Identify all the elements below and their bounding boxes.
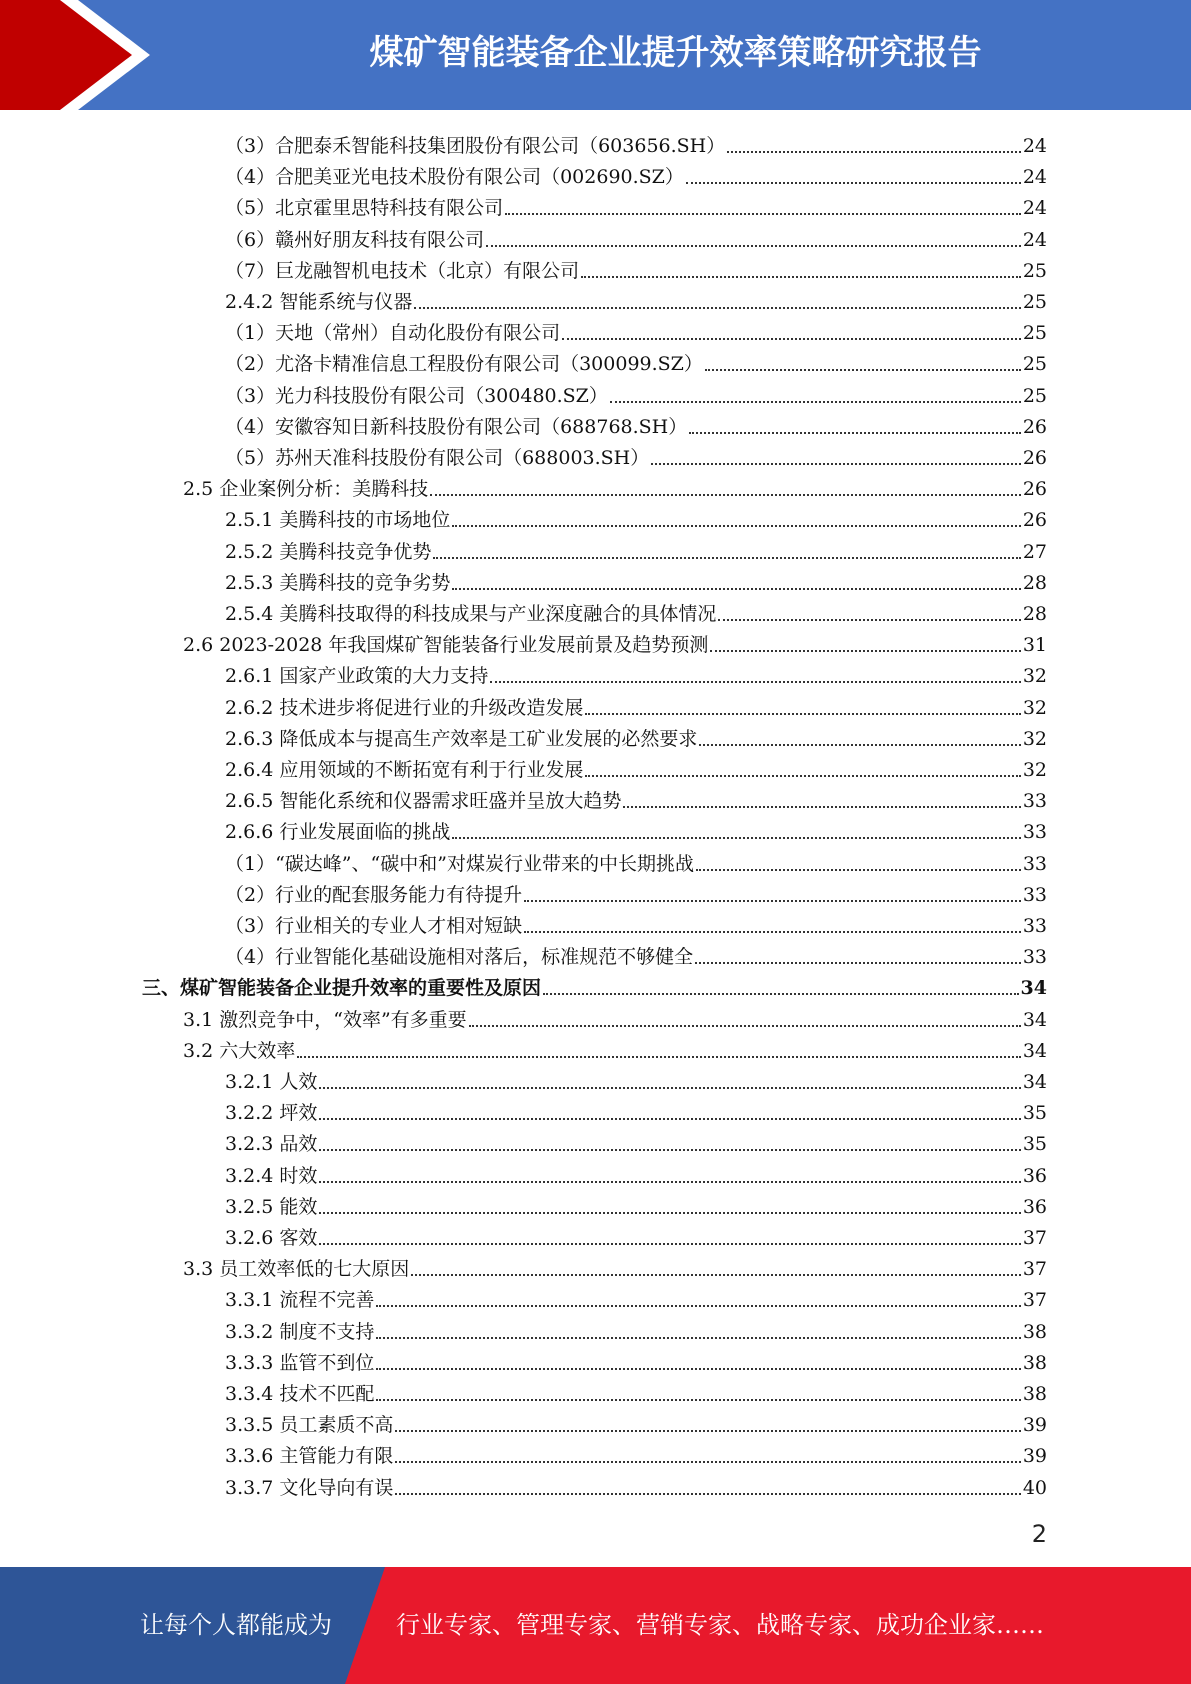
toc-entry-title: 3.2.1 人效 xyxy=(225,1071,318,1093)
toc-entry[interactable] xyxy=(225,876,1047,907)
toc-entry[interactable] xyxy=(225,533,1047,564)
toc-entry[interactable] xyxy=(225,1063,1047,1094)
toc-entry[interactable] xyxy=(225,345,1047,376)
toc-entry[interactable] xyxy=(225,1469,1047,1500)
footer-banner xyxy=(0,1567,1191,1684)
toc-entry-page: 36 xyxy=(1022,1164,1047,1187)
toc-entry-title: 2.6.4 应用领域的不断拓宽有利于行业发展 xyxy=(225,759,584,781)
toc-entry[interactable] xyxy=(225,1219,1047,1250)
toc-entry-title: （5）苏州天准科技股份有限公司（688003.SH） xyxy=(225,447,650,469)
toc-dot-leader xyxy=(727,151,1021,153)
toc-entry-page: 26 xyxy=(1022,478,1047,501)
toc-dot-leader xyxy=(718,619,1020,621)
toc-entry-page: 37 xyxy=(1022,1258,1047,1281)
toc-entry-title: 三、煤矿智能装备企业提升效率的重要性及原因 xyxy=(142,977,542,1000)
toc-entry-title: 2.6 2023-2028 年我国煤矿智能装备行业发展前景及趋势预测 xyxy=(183,634,709,657)
toc-entry-page: 24 xyxy=(1022,166,1047,189)
toc-dot-leader xyxy=(524,900,1021,902)
toc-entry-page: 24 xyxy=(1022,197,1047,220)
toc-entry-title: 2.6.5 智能化系统和仪器需求旺盛并呈放大趋势 xyxy=(225,790,622,813)
toc-dot-leader xyxy=(699,744,1020,746)
toc-dot-leader xyxy=(585,775,1020,777)
toc-dot-leader xyxy=(696,869,1021,871)
toc-entry-title: 3.2.2 坪效 xyxy=(225,1102,318,1125)
toc-entry[interactable] xyxy=(225,1281,1047,1312)
toc-entry-page: 33 xyxy=(1022,946,1047,969)
toc-entry-page: 27 xyxy=(1022,540,1047,563)
toc-entry[interactable] xyxy=(225,1094,1047,1125)
toc-entry[interactable] xyxy=(225,751,1047,782)
toc-entry-page: 38 xyxy=(1022,1351,1047,1374)
toc-entry-page: 38 xyxy=(1022,1383,1047,1405)
toc-entry[interactable] xyxy=(142,969,1047,1000)
toc-entry-title: 2.5.4 美腾科技取得的科技成果与产业深度融合的具体情况 xyxy=(225,603,717,625)
toc-entry-page: 24 xyxy=(1022,135,1047,157)
toc-entry-page: 26 xyxy=(1022,447,1047,469)
toc-dot-leader xyxy=(414,307,1020,309)
toc-dot-leader xyxy=(297,1056,1021,1058)
toc-entry-title: 2.5.3 美腾科技的竞争劣势 xyxy=(225,571,451,594)
toc-entry[interactable] xyxy=(225,1375,1047,1406)
toc-entry-title: 2.5.2 美腾科技竞争优势 xyxy=(225,540,432,563)
toc-entry-title: 2.5 企业案例分析：美腾科技 xyxy=(183,478,429,501)
toc-dot-leader xyxy=(430,494,1021,496)
toc-entry-page: 34 xyxy=(1022,1039,1047,1062)
toc-entry[interactable] xyxy=(225,314,1047,345)
toc-entry[interactable] xyxy=(225,283,1047,314)
toc-entry[interactable] xyxy=(225,782,1047,813)
toc-entry-page: 25 xyxy=(1022,291,1047,313)
toc-entry-title: 3.3.6 主管能力有限 xyxy=(225,1445,394,1468)
toc-entry[interactable] xyxy=(225,907,1047,938)
toc-entry[interactable] xyxy=(225,938,1047,969)
toc-entry-title: 3.2.3 品效 xyxy=(225,1133,318,1156)
toc-entry-title: 3.3.3 监管不到位 xyxy=(225,1351,375,1374)
toc-entry-page: 39 xyxy=(1022,1445,1047,1468)
toc-entry-title: 2.6.1 国家产业政策的大力支持 xyxy=(225,665,489,688)
toc-dot-leader xyxy=(562,338,1021,340)
toc-entry-page: 35 xyxy=(1022,1102,1047,1125)
toc-dot-leader xyxy=(452,588,1020,590)
toc-dot-leader xyxy=(433,557,1020,559)
toc-entry-page: 31 xyxy=(1022,634,1047,657)
toc-dot-leader xyxy=(376,1368,1020,1370)
toc-entry[interactable] xyxy=(225,1344,1047,1375)
toc-entry[interactable] xyxy=(225,1188,1047,1219)
toc-entry-title: 3.3 员工效率低的七大原因 xyxy=(183,1258,410,1281)
toc-entry-page: 25 xyxy=(1022,322,1047,345)
toc-dot-leader xyxy=(469,1025,1021,1027)
header-banner xyxy=(0,0,1191,110)
report-title: 煤矿智能装备企业提升效率策略研究报告 xyxy=(369,33,982,73)
toc-entry-title: （2）尤洛卡精准信息工程股份有限公司（300099.SZ） xyxy=(225,353,703,376)
toc-dot-leader xyxy=(610,401,1021,403)
toc-entry-page: 39 xyxy=(1022,1414,1047,1437)
toc-entry-page: 33 xyxy=(1022,883,1047,906)
toc-entry-page: 37 xyxy=(1022,1227,1047,1249)
toc-dot-leader xyxy=(319,1212,1020,1214)
toc-entry-title: 2.6.3 降低成本与提高生产效率是工矿业发展的必然要求 xyxy=(225,727,698,750)
toc-entry-title: （4）安徽容知日新科技股份有限公司（688768.SH） xyxy=(225,415,688,438)
toc-entry-page: 34 xyxy=(1020,977,1047,1000)
toc-entry-page: 24 xyxy=(1022,228,1047,251)
footer-slogan-left: 让每个人都能成为 xyxy=(140,1611,332,1639)
toc-dot-leader xyxy=(686,182,1021,184)
toc-entry-title: 2.4.2 智能系统与仪器 xyxy=(225,291,413,313)
toc-dot-leader xyxy=(695,962,1021,964)
toc-entry-page: 35 xyxy=(1022,1133,1047,1156)
toc-entry[interactable] xyxy=(225,1406,1047,1437)
toc-dot-leader xyxy=(319,1243,1020,1245)
toc-entry-page: 26 xyxy=(1022,415,1047,438)
toc-entry[interactable] xyxy=(225,720,1047,751)
toc-entry[interactable] xyxy=(225,1157,1047,1188)
toc-entry-title: （4）合肥美亚光电技术股份有限公司（002690.SZ） xyxy=(225,166,684,189)
toc-dot-leader xyxy=(319,1118,1020,1120)
toc-dot-leader xyxy=(705,369,1021,371)
toc-entry-page: 40 xyxy=(1022,1476,1047,1499)
toc-entry-page: 28 xyxy=(1022,603,1047,625)
toc-dot-leader xyxy=(395,1493,1020,1495)
toc-entry[interactable] xyxy=(183,470,1047,501)
toc-dot-leader xyxy=(376,1305,1020,1307)
toc-dot-leader xyxy=(585,713,1020,715)
toc-entry[interactable] xyxy=(225,158,1047,189)
toc-dot-leader xyxy=(376,1337,1020,1339)
toc-entry-title: 2.6.6 行业发展面临的挑战 xyxy=(225,821,451,844)
page-number: 2 xyxy=(1031,1520,1047,1548)
toc-entry-title: 3.2.4 时效 xyxy=(225,1164,318,1187)
toc-entry[interactable] xyxy=(225,439,1047,470)
toc-entry-title: 3.1 激烈竞争中，“效率”有多重要 xyxy=(183,1008,467,1031)
toc-entry-page: 33 xyxy=(1022,915,1047,937)
toc-dot-leader xyxy=(505,213,1021,215)
toc-dot-leader xyxy=(395,1461,1020,1463)
toc-entry-page: 33 xyxy=(1022,790,1047,813)
toc-entry[interactable] xyxy=(225,595,1047,626)
toc-dot-leader xyxy=(524,931,1021,933)
toc-entry-title: 3.3.1 流程不完善 xyxy=(225,1289,375,1312)
toc-entry[interactable] xyxy=(225,1313,1047,1344)
toc-entry-title: （1）“碳达峰”、“碳中和”对煤炭行业带来的中长期挑战 xyxy=(225,852,694,875)
toc-entry-page: 33 xyxy=(1022,821,1047,844)
toc-entry-page: 26 xyxy=(1022,509,1047,532)
toc-dot-leader xyxy=(452,837,1020,839)
toc-entry[interactable] xyxy=(183,1250,1047,1281)
toc-entry-title: （2）行业的配套服务能力有待提升 xyxy=(225,883,523,906)
toc-entry[interactable] xyxy=(225,845,1047,876)
toc-entry-page: 34 xyxy=(1022,1008,1047,1031)
toc-entry-page: 38 xyxy=(1022,1320,1047,1343)
toc-dot-leader xyxy=(543,993,1019,995)
toc-entry-title: 3.3.5 员工素质不高 xyxy=(225,1414,394,1437)
toc-dot-leader xyxy=(581,276,1021,278)
toc-dot-leader xyxy=(623,806,1020,808)
toc-dot-leader xyxy=(319,1149,1020,1151)
toc-dot-leader xyxy=(486,245,1021,247)
toc-dot-leader xyxy=(395,1430,1020,1432)
toc-entry-title: 3.2.6 客效 xyxy=(225,1227,318,1249)
toc-entry-title: 3.3.4 技术不匹配 xyxy=(225,1383,375,1405)
toc-entry-page: 28 xyxy=(1022,571,1047,594)
toc-entry-page: 34 xyxy=(1022,1071,1047,1093)
footer-slogan-right: 行业专家、管理专家、营销专家、战略专家、成功企业家…… xyxy=(396,1611,1044,1639)
toc-dot-leader xyxy=(651,463,1021,465)
toc-dot-leader xyxy=(689,432,1021,434)
toc-entry-title: 3.2 六大效率 xyxy=(183,1039,296,1062)
toc-entry[interactable] xyxy=(225,1437,1047,1468)
toc-entry-page: 33 xyxy=(1022,852,1047,875)
toc-entry-title: （4）行业智能化基础设施相对落后，标准规范不够健全 xyxy=(225,946,694,969)
toc-entry[interactable] xyxy=(225,221,1047,252)
toc-entry[interactable] xyxy=(225,189,1047,220)
toc-entry-title: （1）天地（常州）自动化股份有限公司 xyxy=(225,322,561,345)
toc-entry-title: （6）赣州好朋友科技有限公司 xyxy=(225,228,485,251)
toc-entry[interactable] xyxy=(183,1001,1047,1032)
toc-entry[interactable] xyxy=(225,564,1047,595)
toc-entry[interactable] xyxy=(225,1125,1047,1156)
toc-entry-title: （7）巨龙融智机电技术（北京）有限公司 xyxy=(225,259,580,282)
toc-entry[interactable] xyxy=(225,377,1047,408)
toc-entry-page: 25 xyxy=(1022,384,1047,407)
toc-entry[interactable] xyxy=(225,127,1047,158)
toc-entry-title: （5）北京霍里思特科技有限公司 xyxy=(225,197,504,220)
toc-entry[interactable] xyxy=(225,657,1047,688)
toc-dot-leader xyxy=(710,650,1020,652)
toc-entry-page: 36 xyxy=(1022,1195,1047,1218)
toc-entry-page: 25 xyxy=(1022,259,1047,282)
toc-dot-leader xyxy=(452,525,1020,527)
toc-entry-title: 3.3.2 制度不支持 xyxy=(225,1320,375,1343)
toc-entry-page: 32 xyxy=(1022,727,1047,750)
toc-entry-page: 32 xyxy=(1022,759,1047,781)
toc-entry[interactable] xyxy=(183,626,1047,657)
toc-dot-leader xyxy=(490,681,1020,683)
toc-entry[interactable] xyxy=(225,252,1047,283)
toc-entry-page: 32 xyxy=(1022,696,1047,719)
toc-entry-title: （3）行业相关的专业人才相对短缺 xyxy=(225,915,523,937)
toc-entry-page: 37 xyxy=(1022,1289,1047,1312)
toc-dot-leader xyxy=(319,1181,1020,1183)
toc-entry-title: 2.6.2 技术进步将促进行业的升级改造发展 xyxy=(225,696,584,719)
toc-dot-leader xyxy=(319,1087,1020,1089)
toc-entry-title: 3.3.7 文化导向有误 xyxy=(225,1476,394,1499)
toc-entry-title: 2.5.1 美腾科技的市场地位 xyxy=(225,509,451,532)
toc-entry-page: 32 xyxy=(1022,665,1047,688)
toc-entry-page: 25 xyxy=(1022,353,1047,376)
toc-entry[interactable] xyxy=(225,408,1047,439)
toc-entry-title: 3.2.5 能效 xyxy=(225,1195,318,1218)
toc-dot-leader xyxy=(411,1274,1021,1276)
toc-entry-title: （3）合肥泰禾智能科技集团股份有限公司（603656.SH） xyxy=(225,135,726,157)
toc-entry[interactable] xyxy=(183,1032,1047,1063)
toc-entry[interactable] xyxy=(225,813,1047,844)
toc-entry[interactable] xyxy=(225,501,1047,532)
toc-entry[interactable] xyxy=(225,689,1047,720)
toc-dot-leader xyxy=(376,1399,1020,1401)
toc-entry-title: （3）光力科技股份有限公司（300480.SZ） xyxy=(225,384,608,407)
